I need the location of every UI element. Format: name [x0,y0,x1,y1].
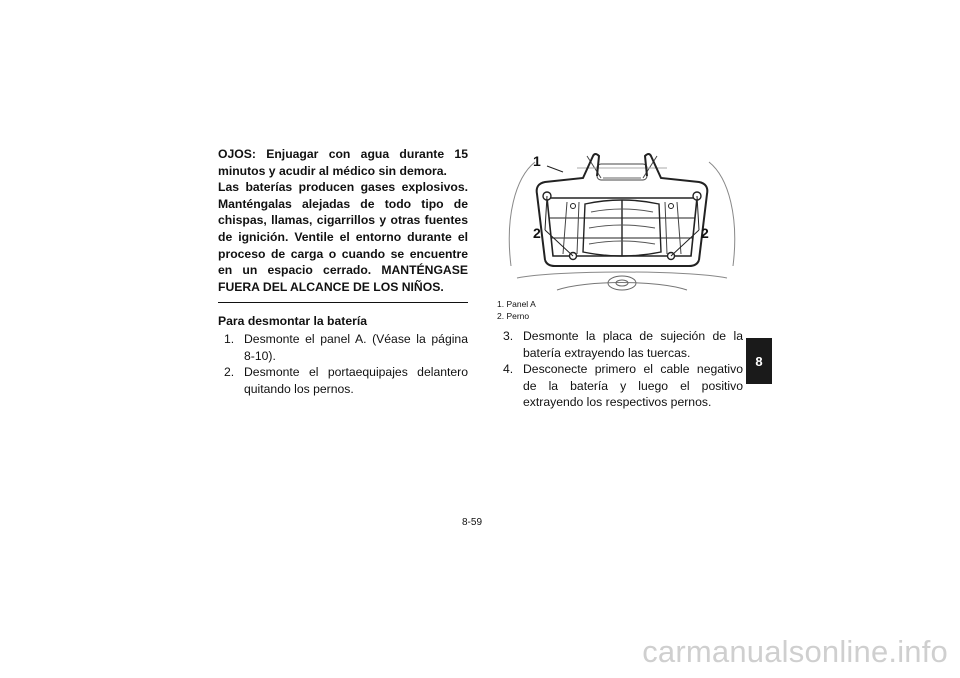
step-text: Desconecte primero el cable negativo de la batería y luego el positivo extrayendo los respectivos pernos. [523,362,743,410]
warning-explosive-gases: Las baterías producen gases explosivos. Manténgalas alejadas de todo tipo de chispas, llamas, cigarrillos y otras fuentes de ignición. Ventile el entorno durante el proceso de carga o cuando se encuentre en un espacio cerrado. MANTÉNGASE FUERA DEL ALCANCE DE LOS NIÑOS. [218,180,468,294]
step-item [497,361,743,411]
step-text: Desmonte la placa de sujeción de la batería extrayendo las tuercas. [523,329,743,360]
caption-bolt: 2. Perno [497,311,530,321]
step-text: Desmonte el panel A. (Véase la página 8-10). [244,331,468,363]
front-carrier-illustration [497,148,747,294]
step-number: 3. [503,329,514,343]
watermark: carmanualsonline.info [642,634,948,669]
step-item [218,364,468,397]
callout-bolt-left: 2 [533,225,541,241]
chapter-tab: 8 [746,338,772,384]
step-number: 1. [224,331,235,346]
steps-list-left [218,331,468,397]
callout-panel-a: 1 [533,153,541,169]
section-heading: Para desmontar la batería [218,314,368,329]
figure-captions [497,298,536,322]
steps-list-right [497,328,743,411]
carrier-drawing [497,148,747,294]
step-item [497,328,743,361]
step-text: Desmonte el portaequipajes delantero quitando los pernos. [244,365,468,396]
step-number: 2. [224,365,235,380]
right-column [497,328,743,411]
caption-panel-a: 1. Panel A [497,299,536,309]
step-item [218,331,468,364]
page-number: 8-59 [462,517,483,528]
left-column [218,146,468,397]
warning-eyes: OJOS: Enjuagar con agua durante 15 minutos y acudir al médico sin demora. [218,147,468,178]
warning-text [218,146,468,295]
callout-bolt-right: 2 [701,225,709,241]
step-number: 4. [503,362,514,377]
warning-divider [218,302,468,303]
